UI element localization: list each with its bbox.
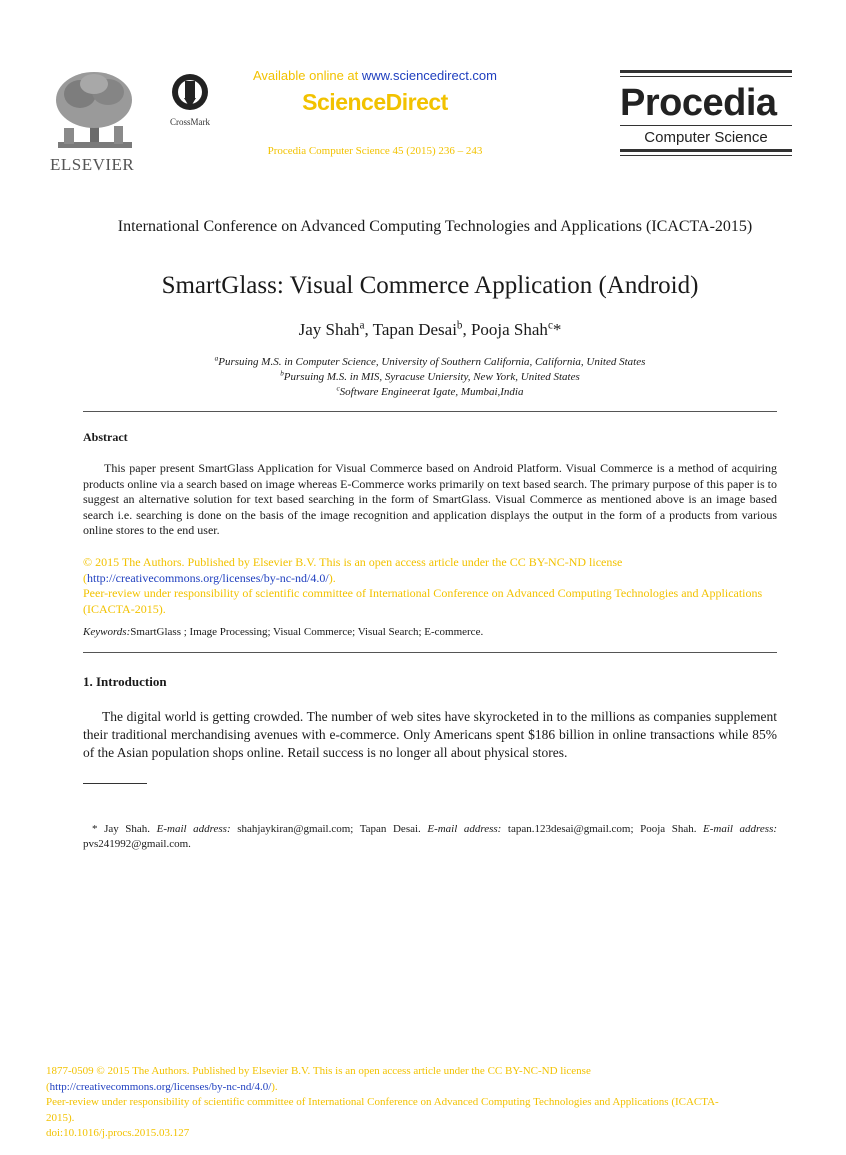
affiliation-text: Pursuing M.S. in Computer Science, University of Southern California, California, United States (218, 356, 646, 368)
elsevier-logo (50, 68, 140, 174)
keywords-list: SmartGlass ; Image Processing; Visual Commerce; Visual Search; E-commerce. (130, 626, 484, 638)
affiliation-line (60, 355, 800, 370)
keywords (83, 626, 483, 638)
footnote-marker: * (92, 823, 105, 835)
author-affiliation-marker: b (456, 319, 463, 332)
affiliations (60, 355, 800, 400)
sciencedirect-wordmark: ScienceDirect (302, 89, 448, 115)
footnote-text: shahjaykiran@gmail.com; Tapan Desai. (230, 823, 428, 835)
footnote-text: Jay Shah. (104, 823, 157, 835)
footnote-text: tapan.123desai@gmail.com; Pooja Shah. (501, 823, 704, 835)
abstract-body: This paper present SmartGlass Application for Visual Commerce based on Android Platform. Visual Commerce is a method of acquiring products online via a search based on image whereas E-Commerce works primarily on text based search. The primary purpose of this paper is to suggest an alternative solution for text based searching in the form of SmartGlass. Visual Commerce as mentioned above is an image based search i.e. searching is done on the basis of the image recognition and application displays the output in the form of a products from various online stores to the end user. (83, 461, 777, 537)
author-affiliation-marker: a (359, 319, 365, 332)
affiliation-marker: c (336, 384, 340, 393)
abstract-heading: Abstract (83, 430, 128, 444)
crossmark-icon (170, 72, 210, 112)
footnote-rule (83, 783, 147, 784)
affiliation-text: Software Engineerat Igate, Mumbai,India (339, 386, 524, 398)
bottom-license-block (46, 1064, 726, 1142)
publisher-name: ELSEVIER (50, 155, 135, 174)
procedia-logo (620, 70, 792, 156)
elsevier-tree-icon (50, 68, 140, 152)
license-close: ). (328, 570, 336, 585)
doi[interactable]: doi:10.1016/j.procs.2015.03.127 (46, 1127, 190, 1139)
bottom-license-open: ( (46, 1080, 50, 1093)
procedia-subtitle: Computer Science (644, 129, 768, 146)
sciencedirect-block (220, 68, 530, 157)
author-affiliation-marker: c (547, 319, 553, 332)
available-online-prefix: Available online at (252, 68, 362, 83)
author-name: Jay Shah (298, 320, 360, 339)
footnote-email-label: E-mail address: (427, 823, 502, 835)
footnote (83, 822, 777, 852)
license-line: © 2015 The Authors. Published by Elsevier B.V. This is an open access article under the CC BY-NC-ND license (83, 555, 623, 569)
author-name: Tapan Desai (372, 320, 457, 339)
author-separator: , (364, 320, 373, 339)
page-title: SmartGlass: Visual Commerce Application (Android) (161, 272, 699, 299)
author-name: Pooja Shah (470, 320, 548, 339)
available-online (220, 68, 530, 83)
license-url[interactable]: http://creativecommons.org/licenses/by-nc-nd/4.0/ (87, 570, 329, 585)
crossmark-label: CrossMark (170, 117, 210, 127)
footnote-email-label: E-mail address: (156, 823, 231, 835)
issn-line: 1877-0509 © 2015 The Authors. Published by Elsevier B.V. This is an open access article under the CC BY-NC-ND license (46, 1065, 591, 1077)
divider-bottom (83, 652, 777, 653)
bottom-peer-review: Peer-review under responsibility of scientific committee of International Conference on Advanced Computing Technologies and Applications (ICACTA-2015). (46, 1096, 719, 1124)
crossmark-badge[interactable] (160, 72, 220, 127)
footnote-email-label: E-mail address: (703, 823, 778, 835)
sciencedirect-url[interactable]: www.sciencedirect.com (361, 68, 497, 83)
author-separator: * (552, 320, 562, 339)
procedia-title: Procedia (620, 82, 777, 124)
journal-reference: Procedia Computer Science 45 (2015) 236 – 243 (267, 145, 483, 157)
introduction-body: The digital world is getting crowded. The number of web sites have skyrocketed in to the millions as companies supplement their traditional merchandising avenues with e-commerce. Only Americans spent $186 billion in online transactions while 85% of the Asian population shops online. Retail success is no longer all about physical stores. (83, 709, 777, 760)
bottom-license-url[interactable]: http://creativecommons.org/licenses/by-nc-nd/4.0/ (49, 1080, 272, 1093)
divider-top (83, 411, 777, 412)
affiliation-marker: a (214, 354, 219, 363)
authors (60, 320, 800, 340)
affiliation-line (60, 370, 800, 385)
abstract-license (83, 555, 777, 617)
license-open: ( (83, 570, 87, 585)
author-separator: , (462, 320, 471, 339)
keywords-label: Keywords: (83, 626, 131, 638)
bottom-license-close: ). (271, 1080, 278, 1093)
conference-name: International Conference on Advanced Computing Technologies and Applications (ICACTA-2015) (117, 218, 753, 235)
introduction-heading: 1. Introduction (83, 674, 167, 689)
affiliation-text: Pursuing M.S. in MIS, Syracuse Uniersity, New York, United States (283, 371, 580, 383)
affiliation-marker: b (280, 369, 284, 378)
footnote-text: pvs241992@gmail.com. (83, 838, 191, 850)
affiliation-line (60, 385, 800, 400)
peer-review: Peer-review under responsibility of scientific committee of International Conference on Advanced Computing Technologies and Applications (ICACTA-2015). (83, 586, 763, 616)
